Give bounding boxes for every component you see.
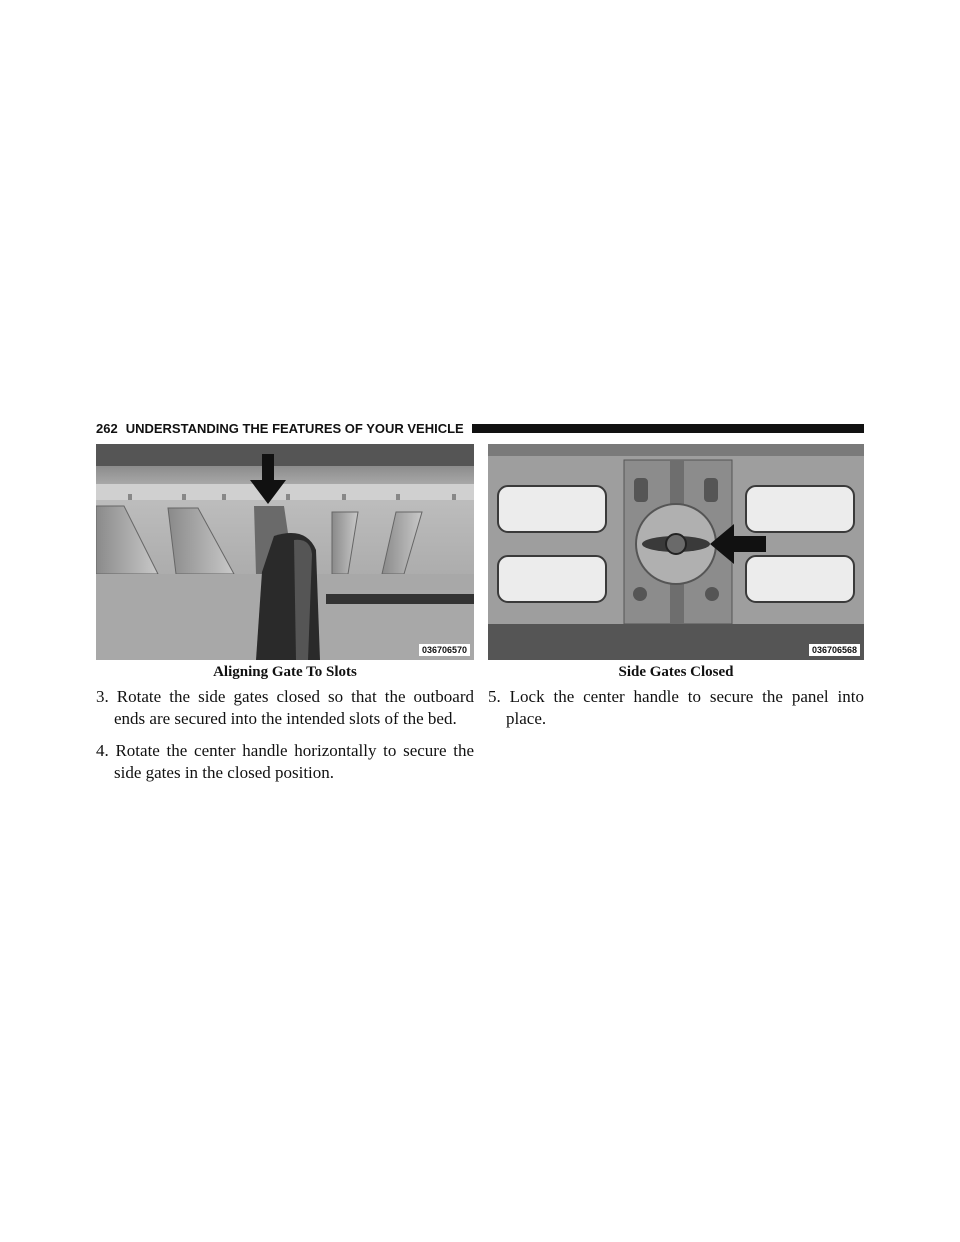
steps-right-column xyxy=(488,686,864,740)
figure-code: 036706568 xyxy=(809,644,860,656)
figure-caption: Aligning Gate To Slots xyxy=(213,664,357,680)
step-item: 3. Rotate the side gates closed so that the outboard ends are secured into the intended slots of the bed. xyxy=(96,687,474,728)
header-rule xyxy=(472,424,864,433)
step-item: 5. Lock the center handle to secure the panel into place. xyxy=(488,687,864,728)
aligning-gate-illustration xyxy=(96,444,474,660)
section-title: UNDERSTANDING THE FEATURES OF YOUR VEHICLE xyxy=(125,420,464,436)
step-item: 4. Rotate the center handle horizontally to secure the side gates in the closed position. xyxy=(96,741,474,782)
page-number: 262 xyxy=(96,420,118,436)
steps-left-column xyxy=(96,686,474,794)
figure-aligning-gate xyxy=(96,444,474,660)
figure-caption: Side Gates Closed xyxy=(618,664,734,680)
figure-code: 036706570 xyxy=(419,644,470,656)
side-gates-closed-illustration xyxy=(488,444,864,660)
figure-side-gates-closed xyxy=(488,444,864,660)
page-header xyxy=(96,418,864,438)
